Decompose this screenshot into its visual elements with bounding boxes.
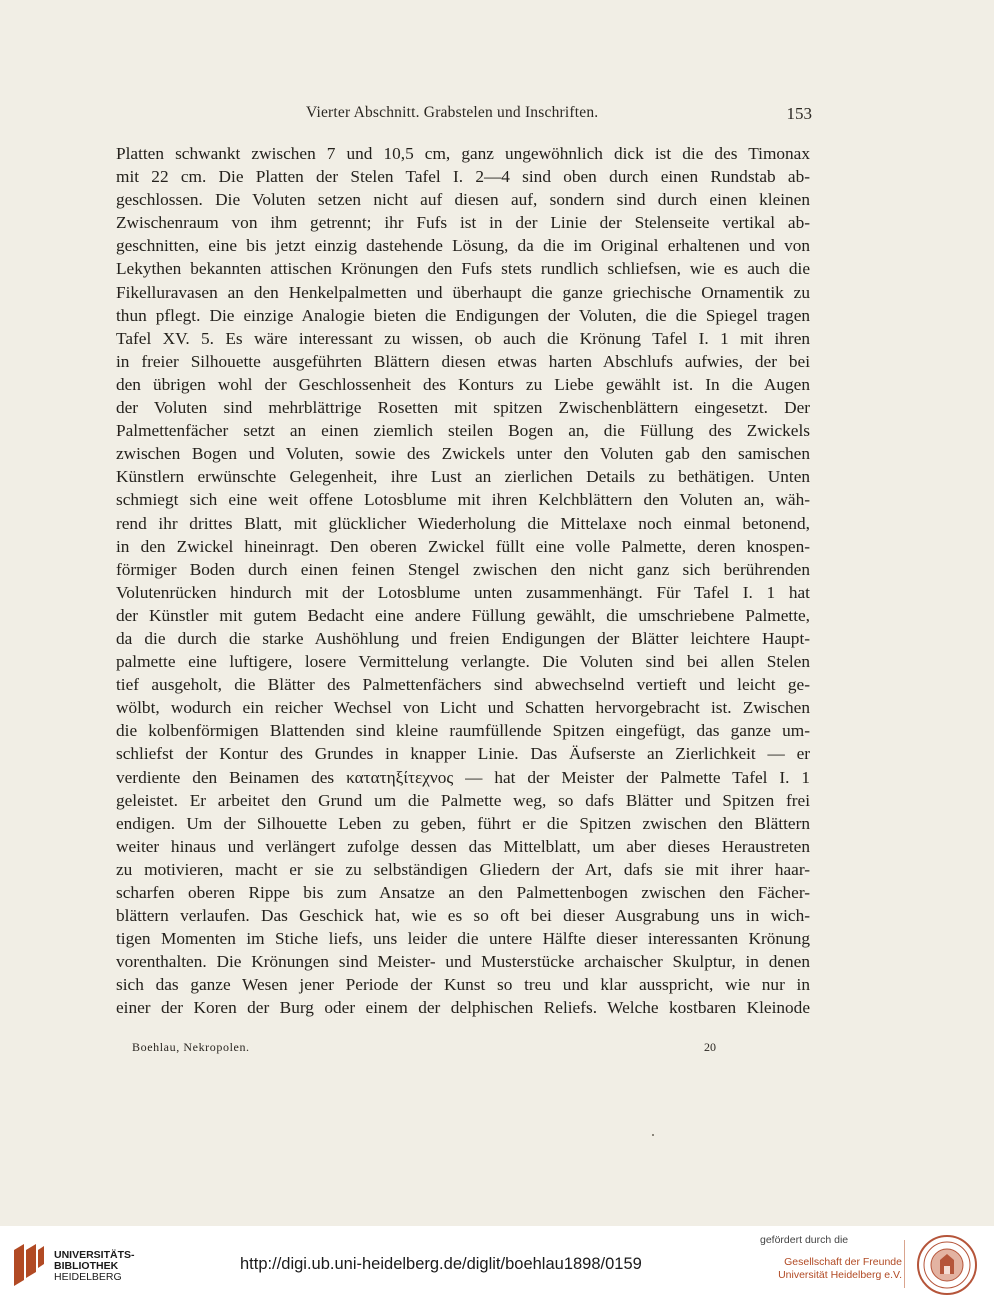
sponsor-label: gefördert durch die	[760, 1234, 849, 1246]
chapter-title: Vierter Abschnitt. Grabstelen und Inschriften.	[306, 104, 599, 121]
body-line: thun pflegt. Die einzige Analogie bieten die Endigungen der Voluten, die die Spiegel tragen	[116, 305, 810, 325]
body-line: da die durch die starke Aushöhlung und freien Endigungen der Blätter leichtere Haupt-	[116, 628, 810, 648]
body-line: wölbt, wodurch ein reicher Wechsel von Licht und Schatten hervorgebracht ist. Zwischen	[116, 698, 810, 718]
body-line: einer der Koren der Burg oder einem der delphischen Reliefs. Welche kostbaren Kleinode	[116, 998, 810, 1018]
body-line: geschlossen. Die Voluten setzen nicht auf diesen auf, sondern sind durch einen kleinen	[116, 190, 810, 210]
body-line: verdiente den Beinamen des κατατηξίτεχνος — hat der Meister der Palmette Tafel I. 1	[116, 767, 810, 787]
body-line: vorenthalten. Die Krönungen sind Meister- und Musterstücke archaischer Skulptur, in denen	[116, 952, 810, 972]
body-line: zwischen Bogen und Voluten, sowie des Zwickels unter den Voluten gab den samischen	[116, 444, 810, 464]
body-line: Fikelluravasen an den Henkelpalmetten und überhaupt die ganze griechische Ornamentik zu	[116, 282, 810, 302]
body-line: Volutenrücken hindurch mit der Lotosblume unten zusammenhängt. Für Tafel I. 1 hat	[116, 582, 810, 602]
body-line: weiter hinaus und verlängert zufolge dessen das Mittelblatt, um aber dieses Heraustreten	[116, 836, 810, 856]
body-line: der Voluten sind mehrblättrige Rosetten mit spitzen Zwischenblättern eingesetzt. Der	[116, 398, 810, 418]
body-line: rend ihr drittes Blatt, mit glücklicher Wiederholung die Mittelaxe noch einmal betonend,	[116, 513, 810, 533]
body-line: schmiegt sich eine weit offene Lotosblume mit ihren Kelchblättern den Voluten an, wäh-	[116, 490, 810, 510]
sponsor-name-line-1: Gesellschaft der Freunde	[784, 1256, 902, 1268]
body-line: tief ausgeholt, die Blätter des Palmettenfächers sind abwechselnd vertieft und leicht ge-	[116, 675, 810, 695]
viewer-footer-bar	[0, 1226, 994, 1302]
body-line: schliefst der Kontur des Grundes in knapper Linie. Das Äufserste an Zierlichkeit — er	[116, 744, 810, 764]
sponsor-block[interactable]	[742, 1234, 902, 1294]
page-number: 153	[786, 104, 812, 123]
body-line: mit 22 cm. Die Platten der Stelen Tafel I. 2—4 sind oben durch einen Rundstab ab-	[116, 167, 810, 187]
body-line: palmette eine luftigere, losere Vermittelung verlangte. Die Voluten sind bei allen Stelen	[116, 652, 810, 672]
body-line: endigen. Um der Silhouette Leben zu geben, führt er die Spitzen zwischen den Blättern	[116, 813, 810, 833]
body-line: sich das ganze Wesen jener Periode der Kunst so treu und klar ausspricht, wie nur in	[116, 975, 810, 995]
body-line: in den Zwickel hineinragt. Den oberen Zwickel füllt eine volle Palmette, deren knospen-	[116, 536, 810, 556]
body-line: scharfen oberen Rippe bis zum Ansatze an den Palmettenbogen zwischen den Fächer-	[116, 883, 810, 902]
body-line: Tafel XV. 5. Es wäre interessant zu wissen, ob auch die Krönung Tafel I. 1 mit ihren	[116, 328, 810, 348]
body-line: Lekythen bekannten attischen Krönungen den Fufs stets rundlich schliefsen, wie es auch die	[116, 259, 810, 279]
body-line: blättern verlaufen. Das Geschick hat, wie es so oft bei dieser Ausgrabung uns in wich-	[116, 906, 810, 926]
body-line: geschnitten, eine bis jetzt einzig dastehende Lösung, da die im Original erhaltenen und von	[116, 236, 810, 256]
sponsor-divider	[904, 1240, 905, 1288]
body-line: die kolbenförmigen Blattenden sind kleine raumfüllende Spitzen eingefügt, das ganze um-	[116, 721, 810, 741]
university-seal-icon[interactable]	[916, 1234, 978, 1296]
permalink-url[interactable]: http://digi.ub.uni-heidelberg.de/diglit/boehlau1898/0159	[240, 1255, 642, 1273]
sponsor-name	[752, 1256, 902, 1282]
body-line: Zwischenraum von ihm getrennt; ihr Fufs ist in der Linie der Stelenseite vertikal ab-	[116, 213, 810, 233]
body-line: förmiger Boden durch einen feinen Stengel zwischen den nicht ganz sich berührenden	[116, 559, 810, 579]
body-line: Platten schwankt zwischen 7 und 10,5 cm, ganz ungewöhnlich dick ist die des Timonax	[116, 144, 810, 163]
body-text	[116, 142, 810, 1020]
signature-author: Boehlau, Nekropolen.	[132, 1040, 250, 1054]
body-line: in freier Silhouette ausgeführten Blättern diesen etwas harten Abschlufs aufwies, der bei	[116, 351, 810, 371]
library-mark-icon	[10, 1242, 46, 1286]
body-line: geleistet. Er arbeitet den Grund um die Palmette weg, so dafs Blätter und Spitzen frei	[116, 790, 810, 810]
library-logo[interactable]	[10, 1242, 150, 1286]
signature-number: 20	[704, 1040, 716, 1054]
library-line-2: BIBLIOTHEK	[54, 1260, 119, 1272]
body-line: zu motivieren, macht er sie zu selbständigen Gliedern der Art, dafs sie mit ihrer haar-	[116, 859, 810, 879]
sponsor-name-line-2: Universität Heidelberg e.V.	[778, 1269, 902, 1281]
body-line: tigen Momenten im Stiche liefs, uns leider die untere Hälfte dieser interessanten Krönung	[116, 929, 810, 949]
library-line-1: UNIVERSITÄTS-	[54, 1249, 135, 1261]
body-line: Palmettenfächer setzt an einen ziemlich steilen Bogen an, die Füllung des Zwickels	[116, 421, 810, 441]
scan-speck	[652, 1134, 654, 1136]
body-line: der Künstler mit gutem Bedacht eine andere Füllung gewählt, die umschriebene Palmette,	[116, 605, 810, 625]
library-line-3: HEIDELBERG	[54, 1271, 122, 1283]
body-line: den übrigen wohl der Geschlossenheit des Konturs zu Liebe gewählt ist. In die Augen	[116, 374, 810, 394]
body-line: Künstlern erwünschte Gelegenheit, ihre Lust an zierlichen Details zu bethätigen. Unten	[116, 467, 810, 487]
library-name	[54, 1250, 135, 1283]
